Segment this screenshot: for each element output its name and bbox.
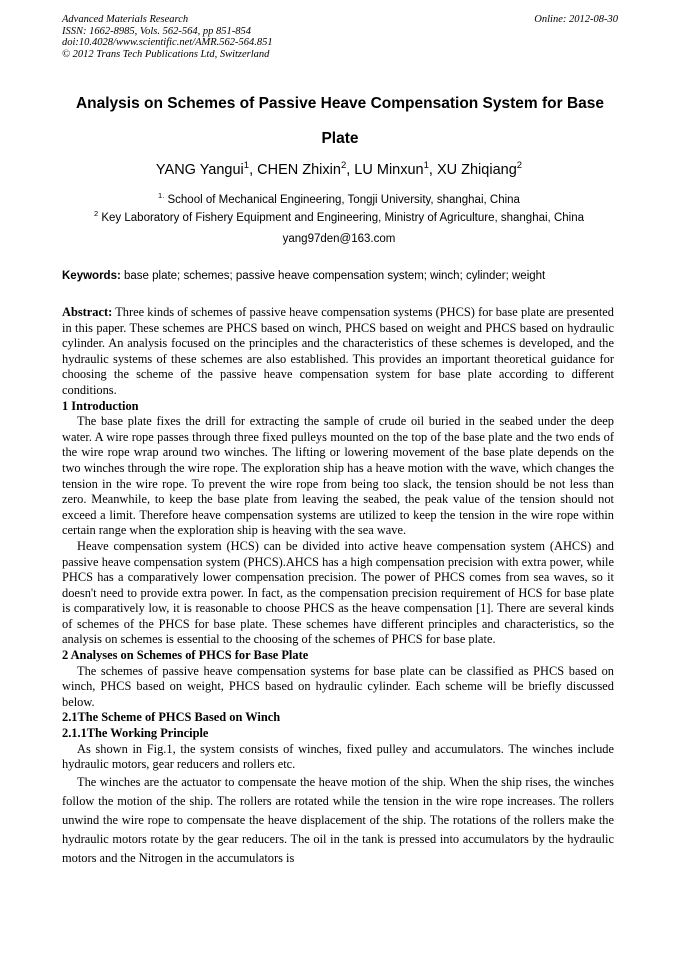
author-name: CHEN Zhixin <box>257 161 341 178</box>
abstract-text: Three kinds of schemes of passive heave compensation systems (PHCS) for base plate are presented in this paper. These schemes are PHCS based on winch, PHCS based on weight and PHCS based on hydraulic cylinder. An analysis focused on the principles and the characteristics of these schemes is developed, and the hydraulic systems of these schemes are also established. This provides an important theoretical guidance for choosing the scheme of the passive heave compensation system for base plate according to different conditions. <box>62 305 614 397</box>
paragraph: The schemes of passive heave compensation systems for base plate can be classified as PHCS based on winch, PHCS based on weight, PHCS based on hydraulic cylinder. Each scheme will be briefly discussed below. <box>62 663 614 709</box>
journal-header <box>62 14 618 60</box>
title-line-1: Analysis on Schemes of Passive Heave Compensation System for Base <box>75 95 605 112</box>
affiliation-1 <box>0 188 678 208</box>
section-heading: 2 Analyses on Schemes of PHCS for Base Plate <box>62 648 309 663</box>
author-affiliation-mark: 1 <box>243 160 250 171</box>
author-separator: , <box>428 161 437 178</box>
abstract-label: Abstract: <box>62 305 113 319</box>
author-name: YANG Yangui <box>155 161 244 178</box>
affiliation-text: School of Mechanical Engineering, Tongji University, shanghai, China <box>164 193 520 206</box>
paragraph: Heave compensation system (HCS) can be divided into active heave compensation system (AHCS) and passive heave compensation system (PHCS).AHCS has a high compensation precision with extra power, while PHCS has a comparatively lower compensation precision. The power of PHCS comes from sea waves, so it doesn't need to provide extra power. In fact, as the compensation precision requirement of HCS for base plate is comparatively low, it is reasonable to choose PHCS as the heave compensation [1]. There are several kinds of schemes of the PHCS for base plate. These schemes have different principles and characteristics, so the analysis on schemes is essential to the choosing of the schemes of PHCS for base plate. <box>62 538 614 647</box>
subsection-heading: 2.1The Scheme of PHCS Based on Winch <box>62 710 281 725</box>
affiliation-text: Key Laboratory of Fishery Equipment and Engineering, Ministry of Agriculture, shanghai, China <box>98 211 584 224</box>
author-affiliation-mark: 2 <box>516 160 523 171</box>
journal-name: Advanced Materials Research <box>62 14 189 25</box>
author-separator: , <box>346 161 355 178</box>
doi-line: doi:10.4028/www.scientific.net/AMR.562-564.851 <box>62 37 273 48</box>
title-line-2: Plate <box>321 130 359 147</box>
author-separator: , <box>249 161 258 178</box>
abstract <box>62 305 614 399</box>
paragraph: As shown in Fig.1, the system consists of winches, fixed pulley and accumulators. The winches include hydraulic motors, gear reducers and rollers etc. <box>62 741 614 772</box>
paragraph: The winches are the actuator to compensate the heave motion of the ship. When the ship rises, the winches follow the motion of the ship. The rollers are rotated while the tension in the wire rope increases. The rollers unwind the wire rope to compensate the heave displacement of the ship. The rotations of the rollers make the hydraulic motors rotate by the gear reducers. The oil in the tank is pressed into accumulators by the hydraulic motors and the Nitrogen in the accumulators is <box>62 774 614 865</box>
paragraph: The base plate fixes the drill for extracting the sample of crude oil buried in the seabed under the deep water. A wire rope passes through three fixed pulleys mounted on the top of the base plate and the two ends of the wire rope wrap around two winches. The lifting or lowering movement of the base plate depends on the two winches through the wire rope. The exploration ship has a heave motion with the wave, which changes the tension in the wire rope. To prevent the wire rope from being too slack, the tension should be not less than zero. Meanwhile, to keep the base plate from leaving the seabed, the peak value of the tension should not exceed a limit. Therefore heave compensation systems are utilized to keep the tension in the wire rope within certain range when the exploration ship is heaving with the sea wave. <box>62 414 614 538</box>
author-name: XU Zhiqiang <box>436 161 517 178</box>
affiliation-mark: 1. <box>158 191 165 200</box>
copyright-line: © 2012 Trans Tech Publications Ltd, Switzerland <box>62 48 270 60</box>
paper-body <box>62 305 614 868</box>
author-list <box>0 156 678 180</box>
keywords-text: base plate; schemes; passive heave compensation system; winch; cylinder; weight <box>120 270 546 282</box>
subsubsection-heading: 2.1.1The Working Principle <box>62 726 209 741</box>
keywords <box>62 268 618 284</box>
keywords-label: Keywords: <box>62 270 121 282</box>
paper-title <box>62 86 618 156</box>
affiliation-mark: 2 <box>94 209 99 218</box>
affiliation-2 <box>0 206 678 226</box>
section-heading: 1 Introduction <box>62 398 139 413</box>
issn-line: ISSN: 1662-8985, Vols. 562-564, pp 851-854 <box>62 25 251 37</box>
author-affiliation-mark: 2 <box>340 160 347 171</box>
author-affiliation-mark: 1 <box>423 160 429 171</box>
online-date: Online: 2012-08-30 <box>534 14 618 25</box>
author-email: yang97den@163.com <box>282 233 396 245</box>
author-name: LU Minxun <box>354 161 424 178</box>
